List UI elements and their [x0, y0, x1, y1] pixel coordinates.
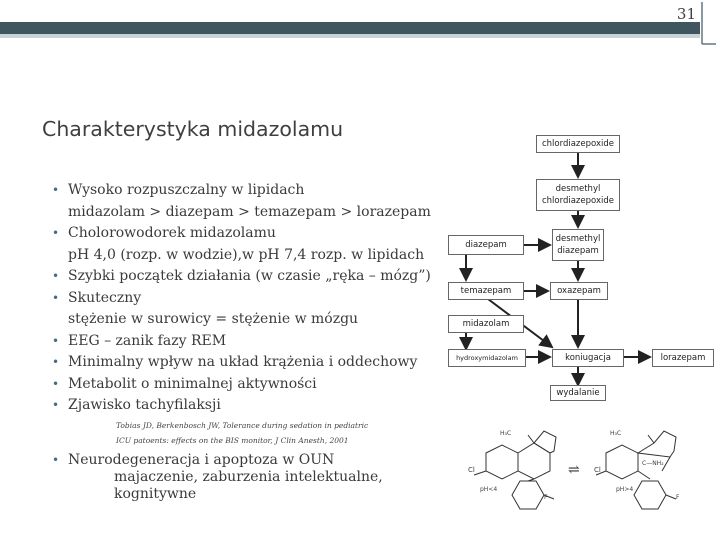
equilibrium-arrow-icon: ⇌	[568, 462, 580, 478]
bullet-item	[52, 223, 452, 266]
node-oxazepam: oxazepam	[550, 282, 608, 300]
bullet-text: Szybki początek działania (w czasie „ręka – mózg”)	[68, 268, 431, 284]
bullet-text: Metabolit o minimalnej aktywności	[68, 375, 317, 392]
top-accent-bar-light	[0, 34, 700, 38]
bottom-bullet-subtext: majaczenie, zaburzenia intelektualne,	[114, 469, 383, 485]
chem-left-cl: Cl	[468, 466, 475, 474]
node-midazolam: midazolam	[448, 315, 524, 333]
bottom-bullet-subtext: kognitywne	[114, 486, 197, 502]
slide-title: Charakterystyka midazolamu	[42, 117, 344, 141]
node-wydalanie: wydalanie	[550, 385, 606, 401]
diagram-arrows	[440, 125, 720, 415]
node-label: desmethyl	[555, 234, 601, 244]
chem-left-f: F	[544, 494, 548, 501]
node-hydroxymidazolam: hydroxymidazolam	[448, 349, 526, 367]
bullet-text: Wysoko rozpuszczalny w lipidach	[68, 182, 305, 198]
chem-right-f: F	[676, 494, 680, 501]
bullet-subtext: midazolam > diazepam > temazepam > lorazepam	[68, 203, 431, 220]
bullet-subtext: stężenie w surowicy = stężenie w mózgu	[68, 311, 359, 327]
node-lorazepam: lorazepam	[652, 349, 714, 367]
reference-line: Tobias JD, Berkenbosch JW, Tolerance during sedation in pediatric	[116, 421, 369, 430]
bottom-bullet-text: • Neurodegeneracja i apoptoza w OUN	[52, 452, 392, 469]
chem-right-ph: pH>4	[616, 486, 634, 493]
node-temazepam: temazepam	[448, 282, 524, 300]
reference-line: ICU patoents: effects on the BIS monitor, J Clin Anesth, 2001	[116, 436, 349, 445]
bullet-item	[52, 331, 452, 353]
bullet-item	[52, 180, 452, 223]
node-label: desmethyl	[555, 184, 601, 194]
bullet-text: Zjawisko tachyfilaksji	[68, 397, 221, 413]
bullet-item	[52, 374, 452, 396]
slide-number-bracket	[700, 0, 720, 46]
chem-right-nh2: C—NH₂	[642, 460, 664, 467]
node-label: chlordiazepoxide	[542, 196, 614, 206]
chem-left-ph: pH<4	[480, 486, 498, 493]
bullet-item	[52, 266, 452, 288]
chem-left-h3c: H₃C	[500, 430, 512, 437]
bullet-item	[52, 352, 452, 374]
slide-number: 31	[676, 5, 696, 23]
bullet-subtext: pH 4,0 (rozp. w wodzie),w pH 7,4 rozp. w lipidach	[68, 246, 425, 263]
bottom-bullet	[52, 452, 392, 503]
reference-citation	[116, 418, 426, 448]
bullet-list	[52, 180, 452, 417]
bullet-item	[52, 288, 452, 331]
top-accent-bar	[0, 22, 700, 34]
node-label: diazepam	[557, 246, 599, 256]
node-diazepam: diazepam	[448, 235, 524, 255]
chem-right-cl: Cl	[594, 466, 601, 474]
bullet-item	[52, 395, 452, 417]
node-chlordiazepoxide: chlordiazepoxide	[536, 135, 620, 153]
node-desmethyl-chlordiazepoxide	[536, 179, 620, 211]
metabolism-diagram	[440, 125, 720, 415]
chem-right-h3c: H₃C	[610, 430, 622, 437]
node-koniugacja: koniugacja	[552, 349, 624, 367]
bullet-text: Minimalny wpływ na układ krążenia i oddechowy	[68, 354, 418, 370]
bullet-text: Cholorowodorek midazolamu	[68, 225, 276, 241]
node-desmethyl-diazepam	[552, 229, 604, 261]
bullet-text: Skuteczny	[68, 289, 142, 306]
bullet-text: EEG – zanik fazy REM	[68, 332, 227, 349]
